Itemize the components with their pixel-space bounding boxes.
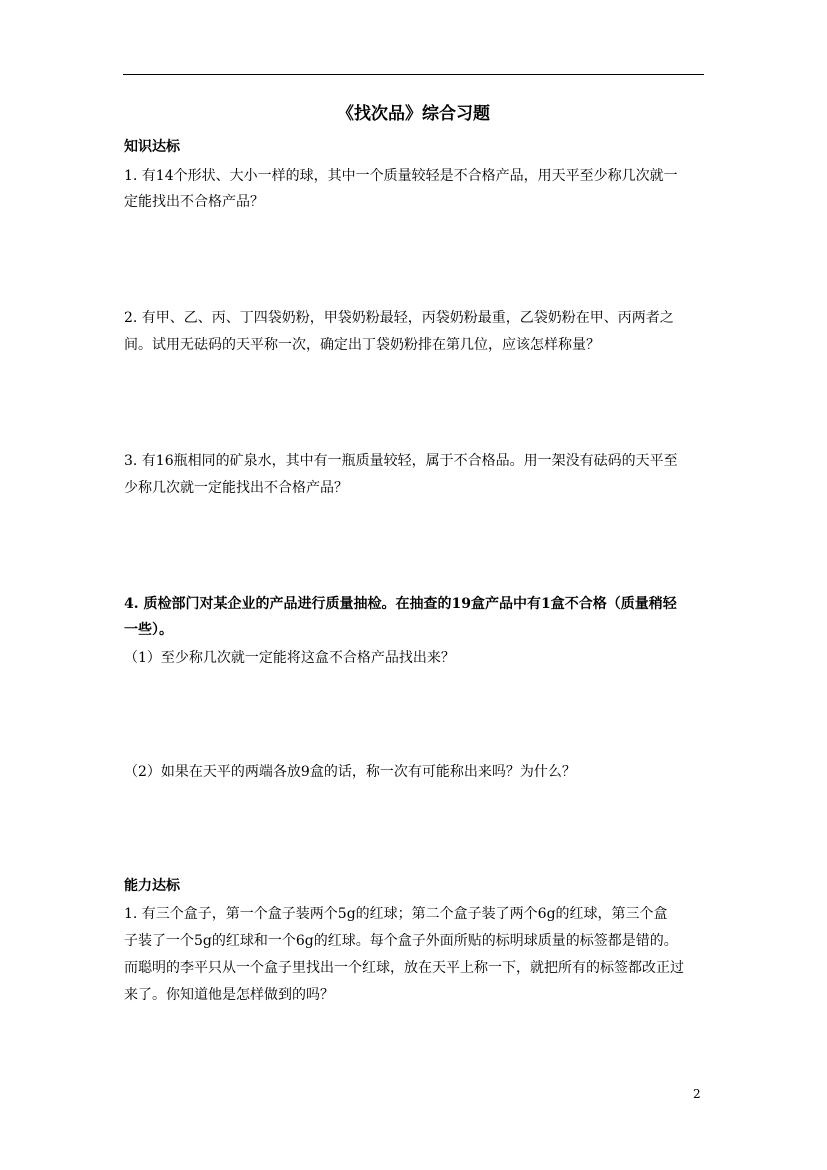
question-1-line-2: 定能找出不合格产品？	[124, 194, 264, 210]
question-4-line-2: 一些）。	[124, 622, 173, 638]
header-rule	[123, 74, 704, 75]
page-number: 2	[693, 1087, 701, 1101]
section-heading-knowledge: 知识达标	[124, 139, 180, 155]
question-4-sub-1: （1）至少称几次就一定能将这盒不合格产品找出来？	[124, 650, 455, 666]
ability-question-1-line-4: 来了。你知道他是怎样做到的吗？	[124, 987, 334, 1003]
question-1-line-1: 1. 有14个形状、大小一样的球，其中一个质量较轻是不合格产品，用天平至少称几次就一	[124, 168, 678, 184]
ability-question-1-line-1: 1. 有三个盒子，第一个盒子装两个5g的红球；第二个盒子装了两个6g的红球，第三个盒	[124, 906, 668, 922]
question-2-line-1: 2. 有甲、乙、丙、丁四袋奶粉，甲袋奶粉最轻，丙袋奶粉最重，乙袋奶粉在甲、丙两者之	[124, 310, 674, 326]
question-3-line-2: 少称几次就一定能找出不合格产品？	[124, 480, 348, 496]
section-heading-ability: 能力达标	[124, 878, 180, 894]
ability-question-1-line-3: 而聪明的李平只从一个盒子里找出一个红球，放在天平上称一下，就把所有的标签都改正过	[124, 960, 684, 976]
question-4-line-1: 4. 质检部门对某企业的产品进行质量抽检。在抽查的19盒产品中有1盒不合格（质量稍轻	[124, 596, 677, 612]
question-4-sub-2: （2）如果在天平的两端各放9盒的话，称一次有可能称出来吗？为什么？	[124, 764, 576, 780]
ability-question-1-line-2: 子装了一个5g的红球和一个6g的红球。每个盒子外面所贴的标明球质量的标签都是错的。	[124, 933, 678, 949]
question-2-line-2: 间。试用无砝码的天平称一次，确定出丁袋奶粉排在第几位，应该怎样称量？	[124, 337, 600, 353]
question-3-line-1: 3. 有16瓶相同的矿泉水，其中有一瓶质量较轻，属于不合格品。用一架没有砝码的天平至	[124, 453, 678, 469]
page-title: 《找次品》综合习题	[337, 104, 490, 124]
